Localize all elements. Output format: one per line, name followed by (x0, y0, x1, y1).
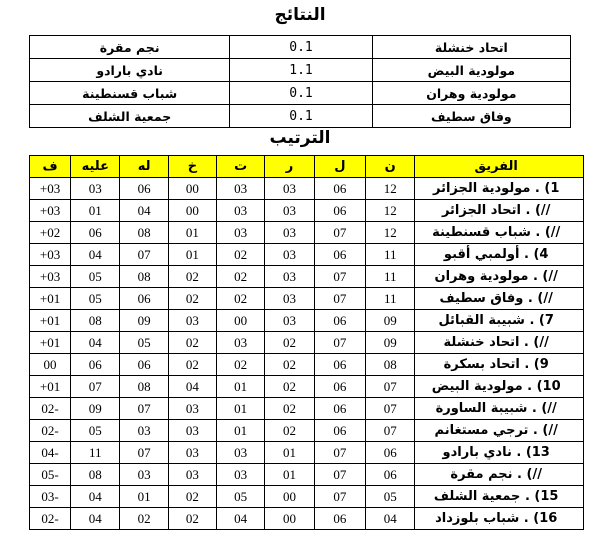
cell-gf: 09 (120, 310, 168, 332)
standings-row (30, 376, 584, 398)
cell-team: 9) . اتحاد بسكرة (415, 354, 584, 376)
cell-team: //) . شباب قسنطينة (415, 222, 584, 244)
standings-row (30, 178, 584, 200)
cell-pts: 06 (314, 310, 365, 332)
cell-team: 4) . أولمبي أقبو (415, 244, 584, 266)
cell-loss: 03 (168, 310, 216, 332)
standings-row (30, 332, 584, 354)
cell-pts: 07 (314, 464, 365, 486)
cell-win: 03 (265, 288, 314, 310)
cell-team: 7) . شبيبة القبائل (415, 310, 584, 332)
cell-win: 02 (265, 398, 314, 420)
cell-team: 13) . نادي بارادو (415, 442, 584, 464)
cell-team: //) . اتحاد خنشلة (415, 332, 584, 354)
cell-win: 03 (265, 222, 314, 244)
cell-ga: 05 (71, 288, 120, 310)
cell-draw: 03 (217, 332, 265, 354)
cell-team: 15) . جمعية الشلف (415, 486, 584, 508)
cell-team: //) . نجم مقرة (415, 464, 584, 486)
cell-diff: 03- (30, 486, 71, 508)
cell-ga: 06 (71, 222, 120, 244)
cell-played: 06 (366, 442, 415, 464)
header-team: الفريق (415, 156, 584, 178)
cell-played: 11 (366, 266, 415, 288)
cell-loss: 00 (168, 200, 216, 222)
cell-win: 03 (265, 178, 314, 200)
cell-win: 03 (265, 266, 314, 288)
cell-team: 1) . مولودية الجزائر (415, 178, 584, 200)
cell-loss: 01 (168, 222, 216, 244)
header-gf: له (120, 156, 168, 178)
result-row (30, 36, 571, 59)
standings-row (30, 244, 584, 266)
cell-played: 07 (366, 376, 415, 398)
cell-gf: 05 (120, 332, 168, 354)
cell-played: 11 (366, 244, 415, 266)
cell-loss: 03 (168, 398, 216, 420)
cell-ga: 09 (71, 398, 120, 420)
cell-team: //) . وفاق سطيف (415, 288, 584, 310)
cell-diff: +03 (30, 244, 71, 266)
cell-pts: 07 (314, 222, 365, 244)
cell-draw: 01 (217, 376, 265, 398)
cell-win: 02 (265, 420, 314, 442)
cell-played: 09 (366, 332, 415, 354)
results-table (29, 35, 571, 128)
cell-diff: 00 (30, 354, 71, 376)
cell-played: 04 (366, 508, 415, 530)
cell-pts: 06 (314, 244, 365, 266)
standings-row (30, 464, 584, 486)
cell-pts: 06 (314, 354, 365, 376)
header-pts: ل (314, 156, 365, 178)
cell-gf: 06 (120, 178, 168, 200)
cell-ga: 01 (71, 200, 120, 222)
standings-row (30, 354, 584, 376)
cell-pts: 07 (314, 442, 365, 464)
cell-ga: 05 (71, 266, 120, 288)
cell-pts: 07 (314, 332, 365, 354)
cell-diff: +02 (30, 222, 71, 244)
cell-diff: +01 (30, 332, 71, 354)
cell-played: 12 (366, 178, 415, 200)
cell-win: 03 (265, 200, 314, 222)
header-ga: عليه (71, 156, 120, 178)
cell-loss: 03 (168, 442, 216, 464)
cell-team: //) . شبيبة الساورة (415, 398, 584, 420)
cell-diff: 04- (30, 442, 71, 464)
cell-loss: 02 (168, 332, 216, 354)
cell-loss: 00 (168, 178, 216, 200)
cell-diff: +01 (30, 288, 71, 310)
result-row (30, 82, 571, 105)
cell-gf: 03 (120, 420, 168, 442)
cell-diff: +03 (30, 200, 71, 222)
header-win: ر (265, 156, 314, 178)
cell-gf: 04 (120, 200, 168, 222)
cell-ga: 04 (71, 486, 120, 508)
result-away-team: نجم مقرة (30, 36, 230, 59)
cell-played: 08 (366, 354, 415, 376)
cell-diff: +03 (30, 178, 71, 200)
cell-ga: 07 (71, 376, 120, 398)
cell-played: 12 (366, 222, 415, 244)
cell-played: 12 (366, 200, 415, 222)
cell-gf: 08 (120, 376, 168, 398)
result-home-team: اتحاد خنشلة (372, 36, 570, 59)
cell-ga: 03 (71, 178, 120, 200)
cell-diff: 02- (30, 508, 71, 530)
cell-gf: 07 (120, 442, 168, 464)
cell-team: 16) . شباب بلوزداد (415, 508, 584, 530)
result-away-team: نادي بارادو (30, 59, 230, 82)
standings-row (30, 310, 584, 332)
standings-row (30, 266, 584, 288)
cell-draw: 03 (217, 200, 265, 222)
cell-win: 00 (265, 508, 314, 530)
cell-diff: +01 (30, 310, 71, 332)
header-draw: ت (217, 156, 265, 178)
results-title: النتائج (274, 5, 326, 25)
cell-draw: 03 (217, 222, 265, 244)
cell-loss: 02 (168, 486, 216, 508)
cell-ga: 05 (71, 420, 120, 442)
cell-diff: +03 (30, 266, 71, 288)
result-home-team: مولودية البيض (372, 59, 570, 82)
cell-ga: 08 (71, 464, 120, 486)
standings-header-row (30, 156, 584, 178)
result-row (30, 59, 571, 82)
cell-draw: 02 (217, 266, 265, 288)
result-score: 0.1 (230, 82, 372, 105)
standings-row (30, 442, 584, 464)
cell-gf: 07 (120, 244, 168, 266)
cell-played: 07 (366, 420, 415, 442)
standings-title: الترتيب (269, 128, 331, 148)
standings-row (30, 420, 584, 442)
cell-played: 06 (366, 464, 415, 486)
result-away-team: جمعية الشلف (30, 105, 230, 128)
result-score: 0.1 (230, 36, 372, 59)
cell-pts: 06 (314, 178, 365, 200)
cell-win: 00 (265, 486, 314, 508)
cell-win: 03 (265, 244, 314, 266)
cell-played: 07 (366, 398, 415, 420)
cell-win: 03 (265, 310, 314, 332)
cell-diff: +01 (30, 376, 71, 398)
cell-diff: 02- (30, 398, 71, 420)
cell-gf: 03 (120, 464, 168, 486)
cell-draw: 03 (217, 178, 265, 200)
cell-ga: 06 (71, 354, 120, 376)
standings-row (30, 222, 584, 244)
cell-pts: 06 (314, 420, 365, 442)
standings-row (30, 398, 584, 420)
cell-win: 02 (265, 332, 314, 354)
cell-team: //) . اتحاد الجزائر (415, 200, 584, 222)
cell-draw: 00 (217, 310, 265, 332)
cell-draw: 03 (217, 464, 265, 486)
cell-win: 02 (265, 354, 314, 376)
cell-ga: 04 (71, 244, 120, 266)
cell-team: 10) . مولودية البيض (415, 376, 584, 398)
result-home-team: مولودية وهران (372, 82, 570, 105)
cell-team: //) . ترجي مستغانم (415, 420, 584, 442)
cell-played: 11 (366, 288, 415, 310)
cell-loss: 02 (168, 266, 216, 288)
cell-draw: 04 (217, 508, 265, 530)
cell-pts: 06 (314, 200, 365, 222)
cell-played: 09 (366, 310, 415, 332)
standings-row (30, 508, 584, 530)
cell-ga: 08 (71, 310, 120, 332)
cell-win: 02 (265, 376, 314, 398)
cell-pts: 06 (314, 398, 365, 420)
cell-loss: 04 (168, 376, 216, 398)
cell-gf: 02 (120, 508, 168, 530)
cell-win: 01 (265, 464, 314, 486)
cell-ga: 04 (71, 332, 120, 354)
cell-loss: 02 (168, 354, 216, 376)
standings-row (30, 486, 584, 508)
cell-loss: 03 (168, 420, 216, 442)
cell-team: //) . مولودية وهران (415, 266, 584, 288)
cell-gf: 06 (120, 354, 168, 376)
cell-draw: 01 (217, 420, 265, 442)
result-home-team: وفاق سطيف (372, 105, 570, 128)
cell-draw: 03 (217, 442, 265, 464)
result-score: 1.1 (230, 59, 372, 82)
cell-win: 01 (265, 442, 314, 464)
result-row (30, 105, 571, 128)
cell-loss: 01 (168, 244, 216, 266)
cell-pts: 06 (314, 376, 365, 398)
cell-pts: 07 (314, 288, 365, 310)
result-score: 0.1 (230, 105, 372, 128)
cell-draw: 05 (217, 486, 265, 508)
cell-gf: 08 (120, 222, 168, 244)
standings-table (29, 155, 584, 530)
cell-diff: 05- (30, 464, 71, 486)
cell-pts: 07 (314, 266, 365, 288)
cell-loss: 02 (168, 288, 216, 310)
header-loss: خ (168, 156, 216, 178)
standings-row (30, 200, 584, 222)
cell-gf: 07 (120, 398, 168, 420)
cell-loss: 02 (168, 508, 216, 530)
result-away-team: شباب قسنطينة (30, 82, 230, 105)
cell-pts: 07 (314, 486, 365, 508)
cell-gf: 01 (120, 486, 168, 508)
cell-draw: 01 (217, 398, 265, 420)
cell-pts: 06 (314, 508, 365, 530)
cell-gf: 06 (120, 288, 168, 310)
cell-ga: 11 (71, 442, 120, 464)
cell-diff: 02- (30, 420, 71, 442)
cell-draw: 02 (217, 354, 265, 376)
header-diff: ف (30, 156, 71, 178)
header-played: ن (366, 156, 415, 178)
cell-played: 05 (366, 486, 415, 508)
cell-draw: 02 (217, 288, 265, 310)
cell-gf: 08 (120, 266, 168, 288)
cell-ga: 04 (71, 508, 120, 530)
cell-draw: 02 (217, 244, 265, 266)
cell-loss: 03 (168, 464, 216, 486)
standings-row (30, 288, 584, 310)
